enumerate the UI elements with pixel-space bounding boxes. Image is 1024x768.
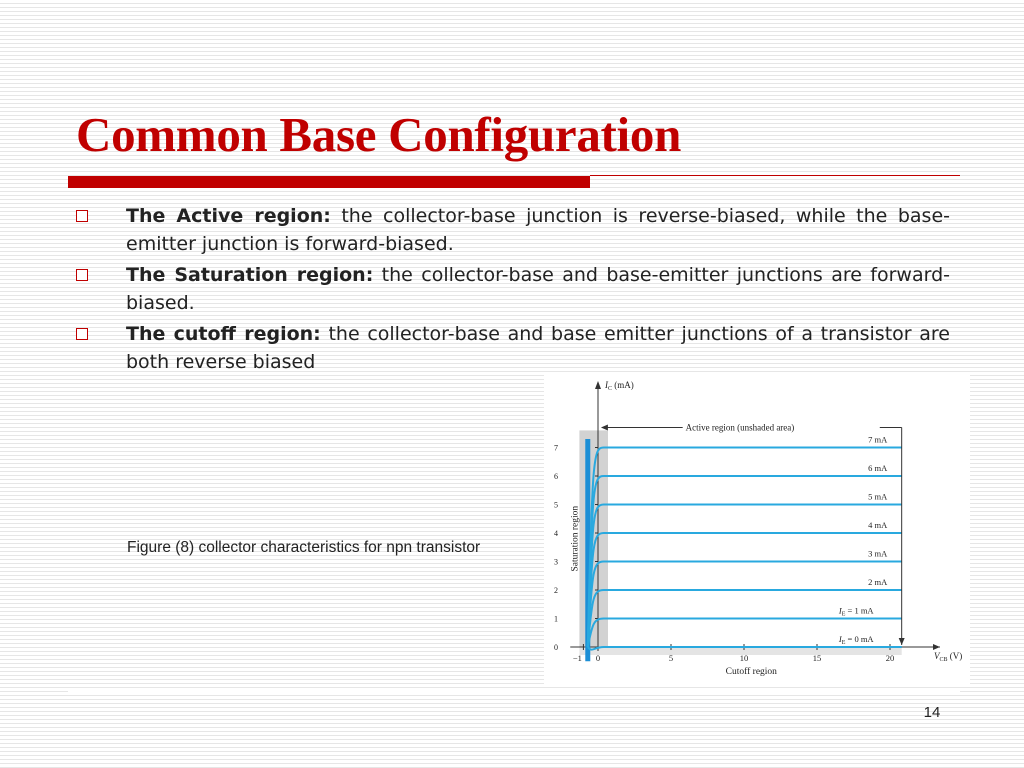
page-title: Common Base Configuration	[76, 107, 682, 162]
bullet-cutoff-region	[72, 320, 950, 376]
cutoff-region-label: Cutoff region	[725, 667, 777, 677]
x-tick-label: 20	[885, 653, 895, 663]
y-axis-arrow	[595, 381, 601, 389]
title-underline-rule	[590, 175, 960, 176]
bullet-saturation-region	[72, 261, 950, 317]
title-underline-bar	[68, 176, 590, 188]
footer-rule	[68, 690, 960, 692]
curve-label-ie-5ma: 5 mA	[868, 491, 888, 502]
curve-label-ie-1ma: $I_E = 1$ mA	[838, 605, 874, 618]
bullet-heading: The Saturation region:	[126, 264, 374, 286]
y-tick-label: 2	[554, 586, 558, 595]
bullet-text: the collector-base junction is reverse-biased, while the base-emitter junction is forward-biased.	[126, 205, 950, 255]
x-tick-label: 15	[812, 653, 822, 663]
saturation-region-label: Saturation region	[570, 505, 581, 572]
curve-label-ie-7ma: 7 mA	[868, 434, 888, 445]
curve-ie-5ma	[588, 505, 902, 648]
y-tick-label: 1	[554, 614, 558, 624]
x-axis-arrow	[933, 644, 940, 650]
curve-ie-7ma	[588, 448, 902, 648]
x-tick-label: 10	[739, 653, 749, 663]
x-tick-label: 5	[668, 653, 674, 663]
active-region-label: Active region (unshaded area)	[685, 422, 795, 433]
y-tick-label: 5	[554, 500, 558, 510]
bullet-list	[72, 202, 950, 379]
x-tick-label: −1	[572, 653, 582, 663]
active-region-down-arrowhead	[899, 638, 905, 645]
x-axis-label: $V_{CB}$ (V)	[934, 651, 963, 663]
bullet-heading: The Active region:	[126, 205, 331, 227]
bullet-square-icon	[76, 210, 88, 222]
bullet-heading: The cutoff region:	[126, 323, 321, 345]
bullet-active-region	[72, 202, 950, 258]
curve-label-ie-2ma: 2 mA	[868, 577, 888, 587]
bullet-text: the collector-base and base emitter junctions of a transistor are both reverse biased	[126, 323, 950, 373]
collector-characteristics-figure	[544, 374, 970, 686]
bullet-square-icon	[76, 328, 88, 340]
active-region-arrowhead	[601, 425, 608, 431]
page-number: 14	[923, 704, 941, 721]
bullet-square-icon	[76, 269, 88, 281]
y-tick-label: 4	[554, 529, 558, 538]
figure-caption: Figure (8) collector characteristics for npn transistor	[127, 539, 481, 556]
curve-label-ie-3ma: 3 mA	[868, 548, 888, 559]
y-tick-label: 7	[554, 443, 558, 453]
x-tick-label: 0	[595, 653, 601, 663]
y-tick-label: 3	[554, 557, 558, 567]
curve-label-ie-4ma: 4 mA	[868, 520, 888, 530]
collector-characteristics-chart	[544, 374, 970, 686]
curve-label-ie-6ma: 6 mA	[868, 463, 888, 473]
bullet-text: the collector-base and base-emitter junctions are forward-biased.	[126, 264, 951, 314]
y-tick-label: 6	[554, 472, 558, 481]
saturation-region-shade	[579, 430, 608, 647]
y-axis-label: $I_C$ (mA)	[605, 380, 634, 392]
y-tick-label: 0	[554, 643, 558, 652]
curve-label-ie-0ma: $I_E = 0$ mA	[838, 634, 874, 646]
